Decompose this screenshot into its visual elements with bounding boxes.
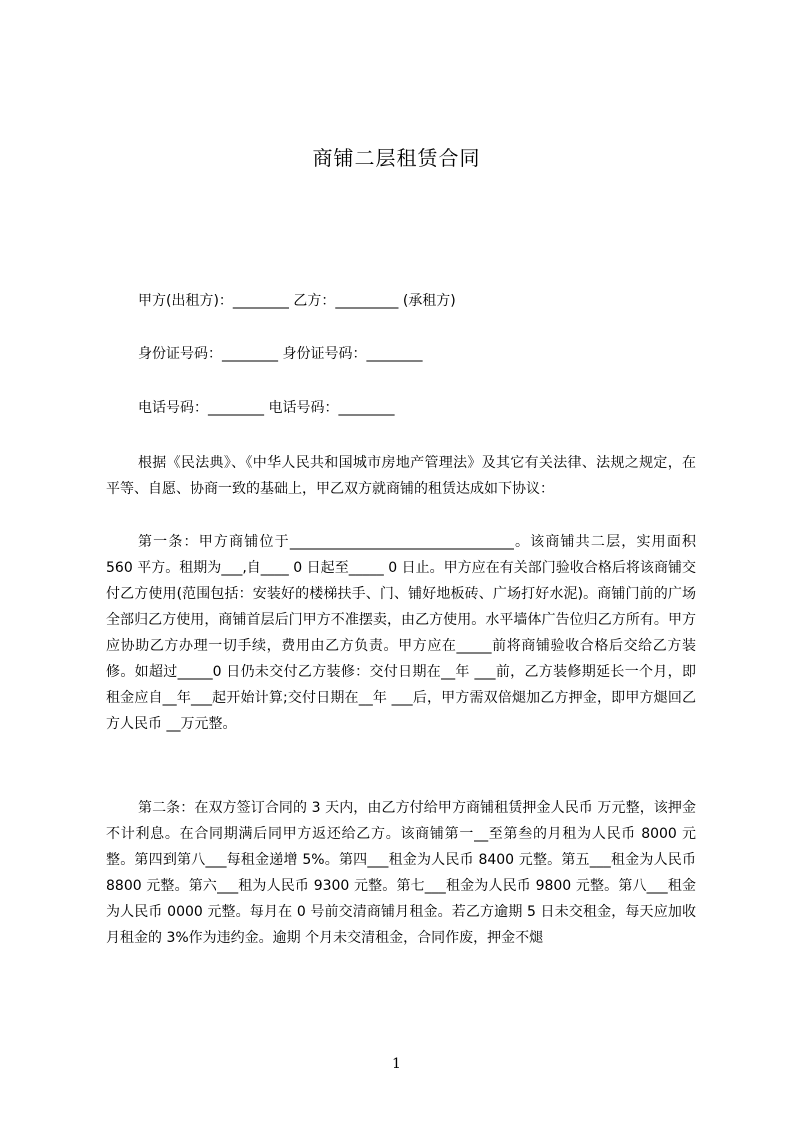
article-2-block: [106, 795, 696, 951]
preamble-paragraph: 根据《民法典》、《中华人民共和国城市房地产管理法》及其它有关法律、法规之规定，在平等、自愿、协商一致的基础上，甲乙双方就商铺的租赁达成如下协议：: [106, 455, 696, 497]
page-number: 1: [392, 1056, 401, 1072]
document-title: 商铺二层租赁合同: [312, 146, 481, 170]
article-1-block: [106, 529, 696, 737]
party-line: 甲方(出租方)：________ 乙方：_________ (承租方): [138, 293, 456, 309]
article-1-paragraph: 第一条：甲方商铺位于________________________________。该商铺共二层，实用面积 560 平方。租期为___,自____ 0 日起至_____ 0 日止。甲方应在有关部门验收合格后将该商铺交付乙方使用(范围包括：安装好的楼梯扶手、门、铺好地板砖、广场打好水泥)。商铺门前的广场全部归乙方使用，商铺首层后门甲方不准摆卖，由乙方使用。水平墙体广告位归乙方所有。甲方应协助乙方办理一切手续，费用由乙方负责。甲方应在_____前将商铺验收合格后交给乙方装修。如超过_____0 日仍未交付乙方装修：交付日期在__年 ___前，乙方装修期延长一个月，即租金应自__年___起开始计算;交付日期在__年 ___后，甲方需双倍煺加乙方押金，即甲方煺回乙方人民币 __万元整。: [106, 534, 696, 732]
preamble-block: [106, 450, 696, 502]
phone-number-line: 电话号码：________ 电话号码：________: [138, 400, 395, 416]
id-number-line: 身份证号码：________ 身份证号码：________: [138, 346, 423, 362]
article-2-paragraph: 第二条：在双方签订合同的 3 天内，由乙方付给甲方商铺租赁押金人民币 万元整，该押金不计利息。在合同期满后同甲方返还给乙方。该商铺第一__至第叁的月租为人民币 8000 元整。第四到第八___每租金递增 5%。第四___租金为人民币 8400 元整。第五___租金为人民币 8800 元整。第六___租为人民币 9300 元整。第七___租金为人民币 9800 元整。第八___租金为人民币 0000 元整。每月在 0 号前交清商铺月租金。若乙方逾期 5 日未交租金，每天应加收月租金的 3%作为违约金。逾期 个月未交清租金，合同作废，押金不煺: [106, 800, 696, 946]
